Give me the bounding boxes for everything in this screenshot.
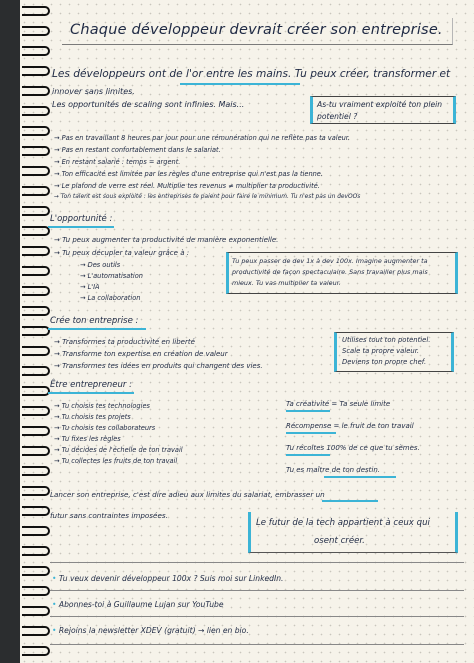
bullet-text: Transformes tes idées en produits qui changent des vies. bbox=[62, 362, 263, 370]
bullet-line: → Pas en restant confortablement dans le salariat. bbox=[54, 146, 221, 154]
binding-ring bbox=[22, 226, 50, 236]
page-title: Chaque développeur devrait créer son entreprise. bbox=[70, 22, 443, 38]
binding-ring bbox=[22, 606, 50, 616]
binding-ring bbox=[22, 406, 50, 416]
bullet-text: Transformes ta productivité en liberté bbox=[62, 338, 195, 346]
dot-icon: • bbox=[52, 574, 57, 583]
dot-icon: • bbox=[52, 600, 57, 609]
binding-ring bbox=[22, 246, 50, 256]
intro-line-1: Les développeurs ont de l'or entre les mains. Tu peux créer, transformer et bbox=[52, 68, 451, 80]
bullet-text: Tu décides de l'échelle de ton travail bbox=[61, 446, 183, 454]
footer-divider bbox=[50, 616, 464, 617]
bullet-text: Tu peux augmenter ta productivité de manière exponentielle. bbox=[62, 236, 279, 244]
binding-ring bbox=[22, 146, 50, 156]
binding-ring bbox=[22, 526, 50, 536]
section-heading-entrepreneur: Être entrepreneur : bbox=[50, 380, 132, 390]
box-line: Scale ta propre valeur. bbox=[342, 347, 420, 355]
bullet-text: Le plafond de verre est réel. Multiplie tes revenus ≠ multiplier ta productivité. bbox=[61, 182, 320, 190]
entrepreneur-right-line: Tu es maître de ton destin. bbox=[286, 466, 381, 474]
sub-bullet-text: La collaboration bbox=[87, 294, 141, 302]
binding-ring bbox=[22, 66, 50, 76]
binding-ring bbox=[22, 86, 50, 96]
bullet-text: Ton talent est sous exploité : les entreprises te paient pour faire le minimum. Tu n'est pas un devOOs bbox=[60, 194, 361, 200]
footer-divider bbox=[50, 590, 464, 591]
sub-bullet-text: L'automatisation bbox=[87, 272, 143, 280]
spiral-binding bbox=[20, 0, 52, 663]
bullet-text: Ton efficacité est limitée par les règles d'une entreprise qui n'est pas la tienne. bbox=[61, 170, 323, 178]
footer-line bbox=[52, 574, 283, 583]
binding-ring bbox=[22, 46, 50, 56]
binding-ring bbox=[22, 326, 50, 336]
binding-ring bbox=[22, 166, 50, 176]
entrepreneur-right-line: Récompense = le fruit de ton travail bbox=[286, 422, 414, 430]
bullet-line: → En restant salarié : temps = argent. bbox=[54, 158, 181, 166]
highlight-underline bbox=[324, 476, 396, 478]
footer-line bbox=[52, 626, 249, 635]
binding-ring bbox=[22, 346, 50, 356]
binding-ring bbox=[22, 386, 50, 396]
bullet-line: → Tu peux décupler ta valeur grâce à : bbox=[54, 249, 190, 257]
bullet-line: → Le plafond de verre est réel. Multiplie tes revenus ≠ multiplier ta productivité. bbox=[54, 182, 320, 190]
binding-ring bbox=[22, 486, 50, 496]
binding-ring bbox=[22, 446, 50, 456]
bullet-line: → Pas en travaillant 8 heures par jour pour une rémunération qui ne reflète pas ta valeur. bbox=[54, 134, 351, 142]
section-heading-entreprise: Crée ton entreprise : bbox=[50, 316, 139, 326]
bullet-line: → Tu choisis tes collaborateurs bbox=[54, 424, 156, 432]
highlight-underline bbox=[286, 410, 330, 412]
intro-line-3: Les opportunités de scaling sont infinies. Mais... bbox=[52, 100, 245, 109]
bullet-text: En restant salarié : temps = argent. bbox=[61, 158, 181, 166]
intro-line-2: innover sans limites. bbox=[52, 87, 135, 96]
bullet-line: → Ton talent est sous exploité : les entreprises te paient pour faire le minimum. Tu n'est pas un devOOs bbox=[54, 194, 361, 200]
footer-text: Tu veux devenir développeur 100x ? Suis moi sur LinkedIn. bbox=[58, 574, 284, 583]
binding-ring bbox=[22, 626, 50, 636]
binding-ring bbox=[22, 26, 50, 36]
bullet-text: Tu collectes les fruits de ton travail bbox=[61, 457, 178, 465]
heading-underline bbox=[48, 328, 146, 330]
binding-ring bbox=[22, 126, 50, 136]
highlight-underline bbox=[180, 83, 300, 85]
sub-bullet: → L'automatisation bbox=[80, 272, 143, 280]
closing-line-1: Lancer son entreprise, c'est dire adieu aux limites du salariat, embrasser un bbox=[50, 490, 325, 499]
footer-text: Abonnes-toi à Guillaume Lujan sur YouTube bbox=[58, 600, 224, 609]
bullet-line: → Tu choisis tes projets bbox=[54, 413, 131, 421]
closing-box-line: osent créer. bbox=[314, 536, 365, 546]
bullet-line: → Transformes tes idées en produits qui changent des vies. bbox=[54, 362, 263, 370]
sub-bullet: → Des outils bbox=[80, 261, 121, 269]
footer-text: Rejoins la newsletter XDEV (gratuit) → lien en bio. bbox=[58, 626, 249, 635]
bullet-text: Tu choisis tes technologies bbox=[61, 402, 150, 410]
footer-divider bbox=[50, 644, 464, 645]
binding-ring bbox=[22, 466, 50, 476]
binding-ring bbox=[22, 186, 50, 196]
heading-underline bbox=[48, 392, 134, 394]
opportunite-box-text: Tu peux passer de dev 1x à dev 100x. Imagine augmenter ta productivité de façon spectaculaire. Sans travailler plus mais mieux. Tu vas multiplier ta valeur. bbox=[232, 257, 428, 287]
binding-ring bbox=[22, 546, 50, 556]
closing-line-2: futur sans contraintes imposées. bbox=[50, 511, 168, 520]
footer-line bbox=[52, 600, 224, 609]
bullet-line: → Tu choisis tes technologies bbox=[54, 402, 150, 410]
entrepreneur-right-line: Ta créativité = Ta seule limite bbox=[286, 400, 391, 408]
section-heading-opportunite: L'opportunité : bbox=[50, 214, 113, 224]
closing-box-line: Le futur de la tech appartient à ceux qui bbox=[256, 518, 430, 528]
bullet-text: Pas en restant confortablement dans le salariat. bbox=[61, 146, 221, 154]
sub-bullet: → L'IA bbox=[80, 283, 100, 291]
binding-ring bbox=[22, 586, 50, 596]
box-line: Deviens ton propre chef. bbox=[342, 358, 427, 366]
bullet-line: → Ton efficacité est limitée par les règles d'une entreprise qui n'est pas la tienne. bbox=[54, 170, 323, 178]
bullet-line: → Transformes ta productivité en liberté bbox=[54, 338, 195, 346]
bullet-text: Pas en travaillant 8 heures par jour pour une rémunération qui ne reflète pas ta valeur. bbox=[61, 134, 351, 142]
binding-ring bbox=[22, 566, 50, 576]
sub-bullet-text: L'IA bbox=[87, 283, 100, 291]
highlight-underline bbox=[286, 454, 330, 456]
binding-ring bbox=[22, 266, 50, 276]
binding-ring bbox=[22, 6, 50, 16]
bullet-text: Tu peux décupler ta valeur grâce à : bbox=[62, 249, 190, 257]
sub-bullet: → La collaboration bbox=[80, 294, 141, 302]
bullet-text: Transforme ton expertise en création de valeur bbox=[62, 350, 228, 358]
footer-divider bbox=[50, 562, 464, 563]
bullet-line: → Tu peux augmenter ta productivité de manière exponentielle. bbox=[54, 236, 279, 244]
binding-ring bbox=[22, 506, 50, 516]
bullet-line: → Transforme ton expertise en création de valeur bbox=[54, 350, 228, 358]
binding-ring bbox=[22, 366, 50, 376]
bullet-text: Tu choisis tes collaborateurs bbox=[61, 424, 156, 432]
bullet-line: → Tu collectes les fruits de ton travail bbox=[54, 457, 178, 465]
binding-ring bbox=[22, 206, 50, 216]
highlight-underline bbox=[286, 432, 336, 434]
binding-ring bbox=[22, 646, 50, 656]
binding-ring bbox=[22, 306, 50, 316]
highlight-underline bbox=[322, 500, 378, 502]
bullet-line: → Tu fixes les règles bbox=[54, 435, 121, 443]
entrepreneur-right-line: Tu récoltes 100% de ce que tu sèmes. bbox=[286, 444, 420, 452]
notebook-page bbox=[20, 0, 474, 663]
heading-underline bbox=[48, 226, 114, 228]
bullet-text: Tu choisis tes projets bbox=[61, 413, 131, 421]
box-line: Utilises tout ton potentiel. bbox=[342, 336, 431, 344]
bullet-line: → Tu décides de l'échelle de ton travail bbox=[54, 446, 183, 454]
bullet-text: Tu fixes les règles bbox=[61, 435, 121, 443]
sub-bullet-text: Des outils bbox=[87, 261, 121, 269]
binding-ring bbox=[22, 286, 50, 296]
dot-icon: • bbox=[52, 626, 57, 635]
question-text: As-tu vraiment exploité ton plein potentiel ? bbox=[317, 100, 443, 121]
binding-ring bbox=[22, 106, 50, 116]
binding-ring bbox=[22, 426, 50, 436]
